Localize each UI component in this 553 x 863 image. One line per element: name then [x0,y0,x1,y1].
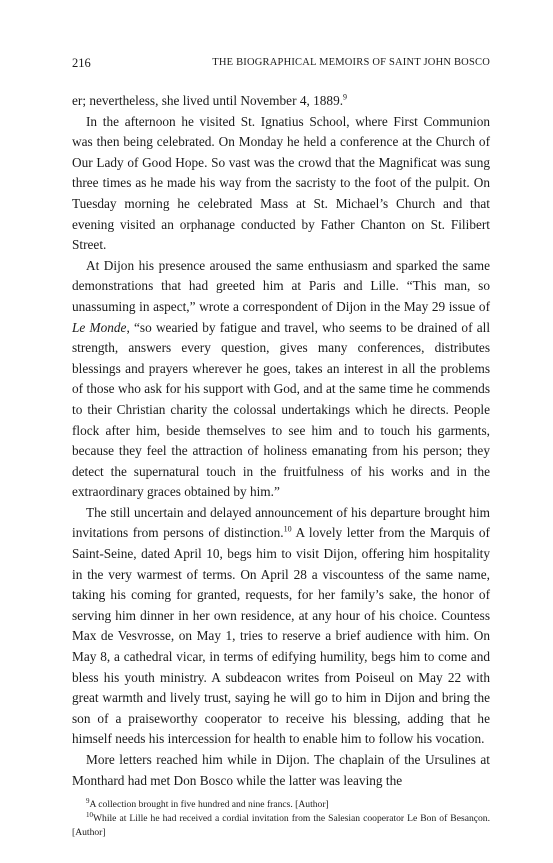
footnote-9 [72,798,490,812]
paragraph-3-text-start: At Dijon his presence aroused the same enthusiasm and sparked the same demonstrations that had greeted him at Paris and Lille. “This man, so unassuming in aspect,” wrote a correspondent of Dijon in the May 29 issue of [72,257,490,314]
paragraph-2 [72,112,490,256]
footnote-marker: 10 [86,811,93,819]
footnotes [72,798,490,840]
page-header [72,54,490,72]
running-head: THE BIOGRAPHICAL MEMOIRS OF SAINT JOHN BOSCO [212,57,490,68]
footnote-10 [72,812,490,840]
paragraph-3-text-end: , “so wearied by fatigue and travel, who seems to be drained of all strength, answers every question, gives many conferences, distributes blessings and prayers wherever he goes, takes an interest in all the problems of those who ask for his support with God, and at the same time he commends to their Christian charity the colossal undertakings which he directs. People flock after him, beside themselves to see him and to touch his garments, because they feel the attraction of holiness emanating from his person; they detect the supernatural touch in the fruitfulness of his works and in the extraordinary graces obtained by him.” [72,319,491,500]
page-number: 216 [72,56,91,70]
paragraph-5 [72,750,490,791]
paragraph-3 [72,256,490,503]
paragraph-4-text-start: The still uncertain and delayed announcement of his departure brought him invitations from persons of distinction. [72,504,490,541]
paragraph-2-text: In the afternoon he visited St. Ignatius School, where First Communion was then being celebrated. On Monday he held a conference at the Church of Our Lady of Good Hope. So vast was the crowd that the Magnificat was sung three times as he made his way from the sacristy to the foot of the pulpit. On Tuesday morning he celebrated Mass at St. Michael’s Church and that evening visited an orphanage conducted by Father Chanton on St. Filibert Street. [72,113,490,253]
book-page [72,54,490,840]
newspaper-title: Le Monde [72,319,127,335]
paragraph-4-text-end: A lovely letter from the Marquis of Saint-Seine, dated April 10, begs him to visit Dijon, offering him hospitality in the very warmest of terms. On April 28 a viscountess of the same name, taking his coming for granted, requests, for her family’s sake, the honor of serving him dinner in her own residence, at any hour of his choice. Countess Max de Vesvrosse, on May 1, tries to reserve a brief audience with him. On May 8, a cathedral vicar, in terms of edifying humility, begs him to come and bless his youth ministry. A subdeacon writes from Poiseul on May 22 with great warmth and lively trust, saying he will go to him in Dijon and bring the son of a praiseworthy cooperator to receive his blessing, adding that he himself needs his intercession for health to enable him to follow his vocation. [72,525,490,747]
footnote-marker: 9 [86,797,90,805]
footnote-text: While at Lille he had received a cordial invitation from the Salesian cooperator Le Bon of Besançon. [Author] [72,813,490,839]
paragraph-4 [72,503,490,750]
paragraph-1 [72,91,490,112]
footnote-ref-10: 10 [283,525,292,535]
body-text [72,91,490,791]
paragraph-1-text: er; nevertheless, she lived until November 4, 1889. [72,93,344,108]
footnote-ref-9: 9 [343,92,348,102]
paragraph-5-text: More letters reached him while in Dijon. The chaplain of the Ursulines at Monthard had met Don Bosco while the latter was leaving the [72,752,490,788]
footnote-text: A collection brought in five hundred and nine francs. [Author] [89,799,329,811]
